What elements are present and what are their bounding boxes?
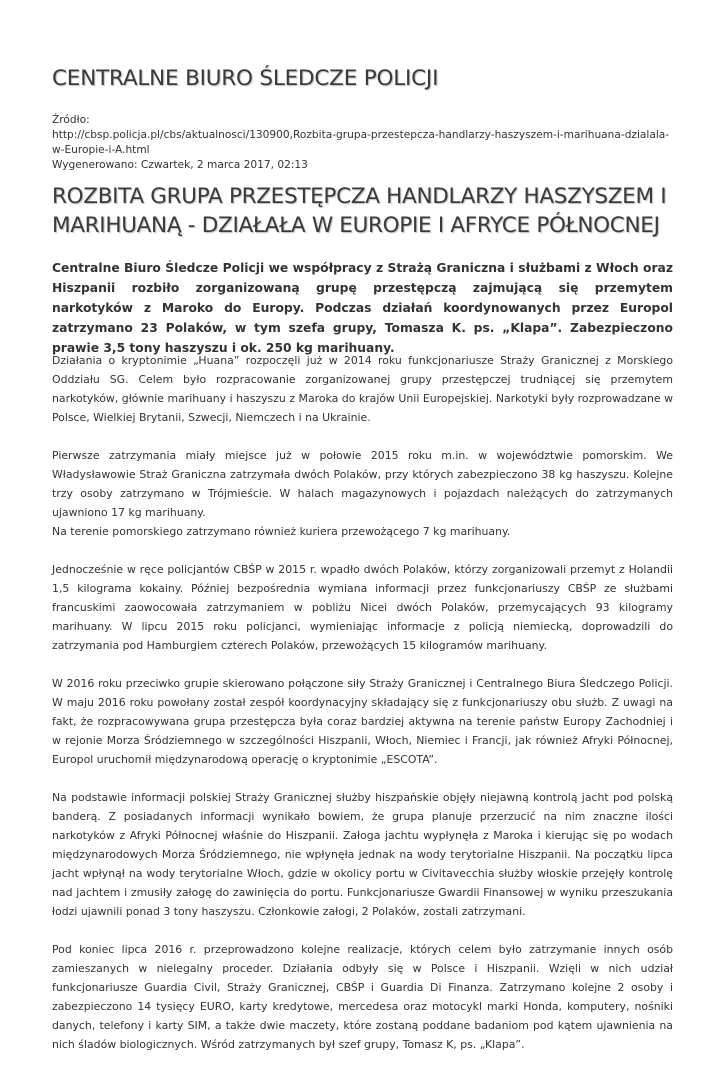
article-lead: Centralne Biuro Śledcze Policji we współpracy z Strażą Graniczna i służbami z Włoch oraz Hiszpanii rozbiło zorganizowaną grupę przestępczą zajmującą się przemytem narkotyków z Maroko do Europy. Podczas działań koordynowanych przez Europol zatrzymano 23 Polaków, w tym szefa grupy, Tomasza K. ps. „Klapa”. Zabezpieczono prawie 3,5 tony haszyszu i ok. 250 kg marihuany.	[52, 261, 673, 355]
article-title: ROZBITA GRUPA PRZESTĘPCZA HANDLARZY HASZYSZEM I MARIHUANĄ - DZIAŁAŁA W EUROPIE I AFRYCE PÓŁNOCNEJ	[52, 184, 667, 238]
paragraph: Działania o kryptonimie „Huana” rozpoczęli już w 2014 roku funkcjonariusze Straży Granicznej z Morskiego Oddziału SG. Celem było rozpracowanie zorganizowanej grupy przestępczej trudniącej się przemytem narkotyków, głównie marihuany i haszyszu z Maroka do krajów Unii Europejskiej. Narkotyki były rozprowadzane w Polsce, Wielkiej Brytanii, Szwecji, Niemczech i na Ukrainie.	[52, 354, 673, 424]
site-title: CENTRALNE BIURO ŚLEDCZE POLICJI	[52, 66, 439, 91]
paragraph: Na podstawie informacji polskiej Straży Granicznej służby hiszpańskie objęły niejawną kontrolą jacht pod polską banderą. Z posiadanych informacji wynikało bowiem, że grupa planuje przerzucić na nim znaczne ilości narkotyków z Afryki Północnej właśnie do Hiszpanii. Załoga jachtu wypłynęła z Maroka i kierując się po wodach międzynarodowych Morza Śródziemnego, nie wpłynęła jednak na wody terytorialne Hiszpanii. Na początku lipca jacht wpłynął na wody terytorialne Włoch, gdzie w okolicy portu w Civitavecchia służby włoskie przejęły kontrolę nad jachtem i zmusiły załogę do zawinięcia do portu. Funkcjonariusze Gwardii Finansowej w wyniku przeszukania łodzi ujawnili ponad 3 tony haszyszu. Członkowie załogi, 2 Polaków, zostali zatrzymani.	[52, 791, 673, 918]
generated-date: Wygenerowano: Czwartek, 2 marca 2017, 02:13	[52, 159, 308, 171]
source-label: Źródło:	[52, 114, 90, 126]
article-body	[52, 351, 673, 1073]
paragraph-line: Pierwsze zatrzymania miały miejsce już w połowie 2015 roku m.in. w województwie pomorskim. We Władysławowie Straż Graniczna zatrzymała dwóch Polaków, przy których zabezpieczono 38 kg haszyszu. Kolejne trzy osoby zatrzymano w Trójmieście. W halach magazynowych i pojazdach należących do zatrzymanych ujawniono 17 kg marihuany.	[52, 449, 673, 519]
paragraph-line: Na terenie pomorskiego zatrzymano również kuriera przewożącego 7 kg marihuany.	[52, 525, 511, 538]
paragraph: W 2016 roku przeciwko grupie skierowano połączone siły Straży Granicznej i Centralnego Biura Śledczego Policji. W maju 2016 roku powołany został zespół koordynacyjny składający się z funkcjonariuszy obu służb. Z uwagi na fakt, że rozpracowywana grupa przestępcza była coraz bardziej aktywna na terenie państw Europy Zachodniej i w rejonie Morza Śródziemnego w szczególności Hiszpanii, Włoch, Niemiec i Francji, jak również Afryki Północnej, Europol uruchomił międzynarodową operację o kryptonimie „ESCOTA”.	[52, 677, 673, 766]
source-block	[52, 113, 673, 173]
source-url[interactable]: http://cbsp.policja.pl/cbs/aktualnosci/130900,Rozbita-grupa-przestepcza-handlarzy-haszyszem-i-marihuana-dzialala-w-Europie-i-A.html	[52, 129, 670, 156]
paragraph	[52, 446, 673, 541]
paragraph: Jednocześnie w ręce policjantów CBŚP w 2015 r. wpadło dwóch Polaków, którzy zorganizowali przemyt z Holandii 1,5 kilograma kokainy. Później bezpośrednia wymiana informacji przez funkcjonariuszy CBŚP ze służbami francuskimi zaowocowała zatrzymaniem w pobliżu Nicei dwóch Polaków, przemycających 93 kilogramy marihuany. W lipcu 2015 roku policjanci, wymieniając informacje z policją niemiecką, doprowadzili do zatrzymania pod Hamburgiem czterech Polaków, przewożących 15 kilogramów marihuany.	[52, 563, 673, 652]
paragraph: Pod koniec lipca 2016 r. przeprowadzono kolejne realizacje, których celem było zatrzymanie innych osób zamieszanych w nielegalny proceder. Działania odbyły się w Polsce i Hiszpanii. Wzięli w nich udział funkcjonariusze Guardia Civil, Straży Granicznej, CBŚP i Guardia Di Finanza. Zatrzymano kolejne 2 osoby i zabezpieczono 14 tysięcy EURO, karty kredytowe, mercedesa oraz motocykl marki Honda, komputery, nośniki danych, telefony i karty SIM, a także dwie maczety, które zostaną poddane badaniom pod kątem ujawnienia na nich śladów biologicznych. Wśród zatrzymanych był szef grupy, Tomasz K, ps. „Klapa”.	[52, 943, 673, 1051]
